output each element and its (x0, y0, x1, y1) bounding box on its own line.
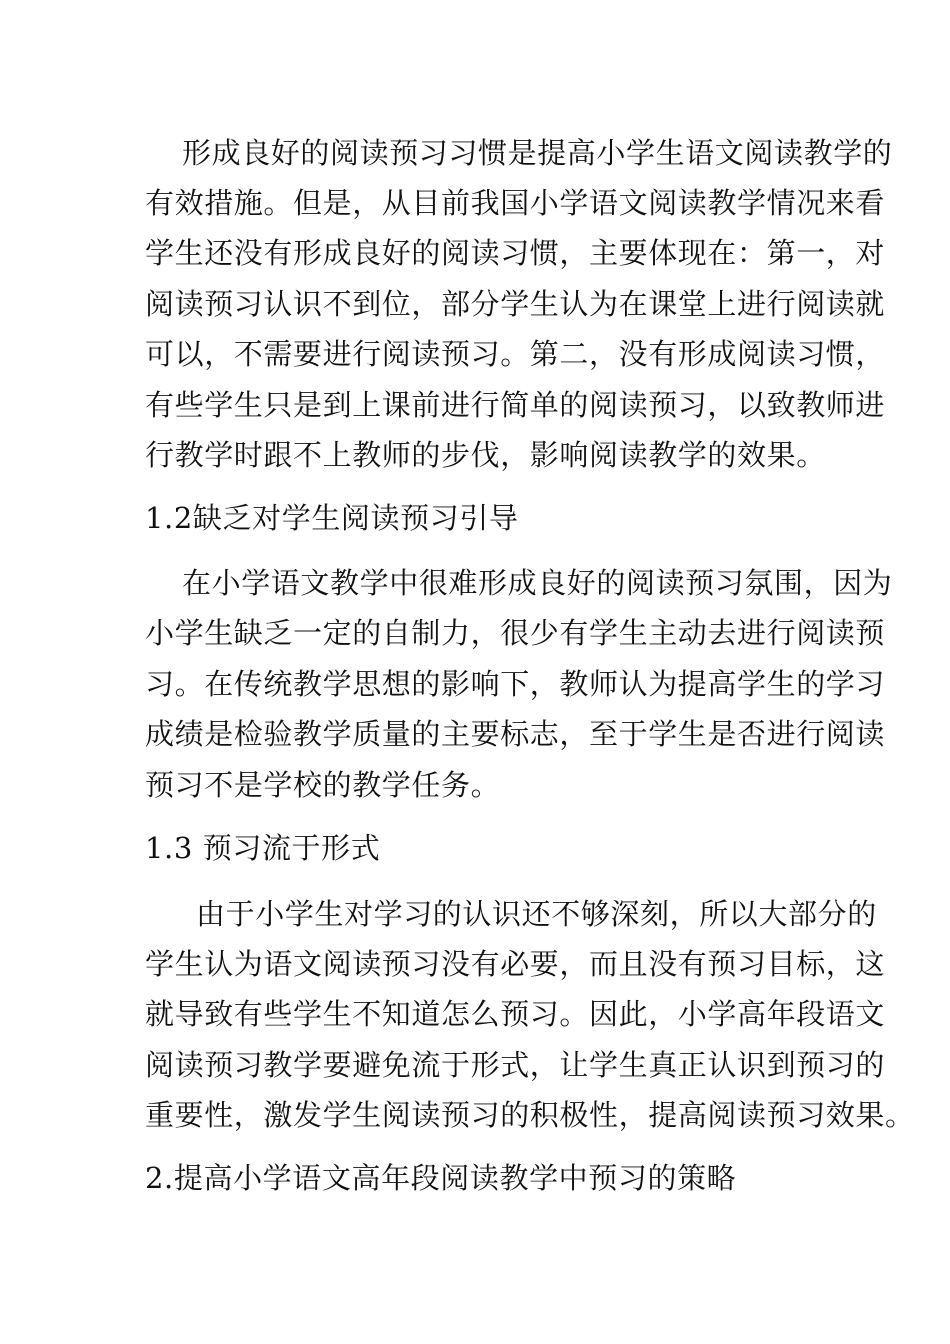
paragraph-1-line-3: 学生还没有形成良好的阅读习惯，主要体现在：第一，对 (145, 236, 886, 270)
paragraph-2-line-5: 预习不是学校的教学任务。 (145, 768, 501, 802)
section-heading-1-3: 1.3 预习流于形式 (145, 831, 381, 865)
paragraph-1-line-2: 有效措施。但是，从目前我国小学语文阅读教学情况来看 (145, 186, 886, 220)
paragraph-3-line-2: 学生认为语文阅读预习没有必要，而且没有预习目标，这 (145, 947, 886, 981)
paragraph-2-line-3: 习。在传统教学思想的影响下，教师认为提高学生的学习 (145, 667, 886, 701)
paragraph-3-line-3: 就导致有些学生不知道怎么预习。因此，小学高年段语文 (145, 997, 886, 1031)
paragraph-3-line-5: 重要性，激发学生阅读预习的积极性，提高阅读预习效果。 (145, 1098, 915, 1132)
paragraph-1-line-1: 形成良好的阅读预习习惯是提高小学生语文阅读教学的 (182, 136, 893, 170)
paragraph-1-line-6: 有些学生只是到上课前进行简单的阅读预习，以致教师进 (145, 388, 886, 422)
paragraph-1-line-5: 可以，不需要进行阅读预习。第二，没有形成阅读习惯， (145, 337, 886, 371)
paragraph-2-line-1: 在小学语文教学中很难形成良好的阅读预习氛围，因为 (182, 566, 893, 600)
paragraph-2-line-2: 小学生缺乏一定的自制力，很少有学生主动去进行阅读预 (145, 616, 886, 650)
section-heading-2: 2.提高小学语文高年段阅读教学中预习的策略 (145, 1161, 737, 1195)
paragraph-2-line-4: 成绩是检验教学质量的主要标志，至于学生是否进行阅读 (145, 717, 886, 751)
paragraph-1-line-4: 阅读预习认识不到位，部分学生认为在课堂上进行阅读就 (145, 287, 886, 321)
paragraph-1-line-7: 行教学时跟不上教师的步伐，影响阅读教学的效果。 (145, 438, 826, 472)
paragraph-3-line-1: 由于小学生对学习的认识还不够深刻，所以大部分的 (196, 897, 877, 931)
section-heading-1-2: 1.2缺乏对学生阅读预习引导 (145, 501, 519, 535)
paragraph-3-line-4: 阅读预习教学要避免流于形式，让学生真正认识到预习的 (145, 1048, 886, 1082)
